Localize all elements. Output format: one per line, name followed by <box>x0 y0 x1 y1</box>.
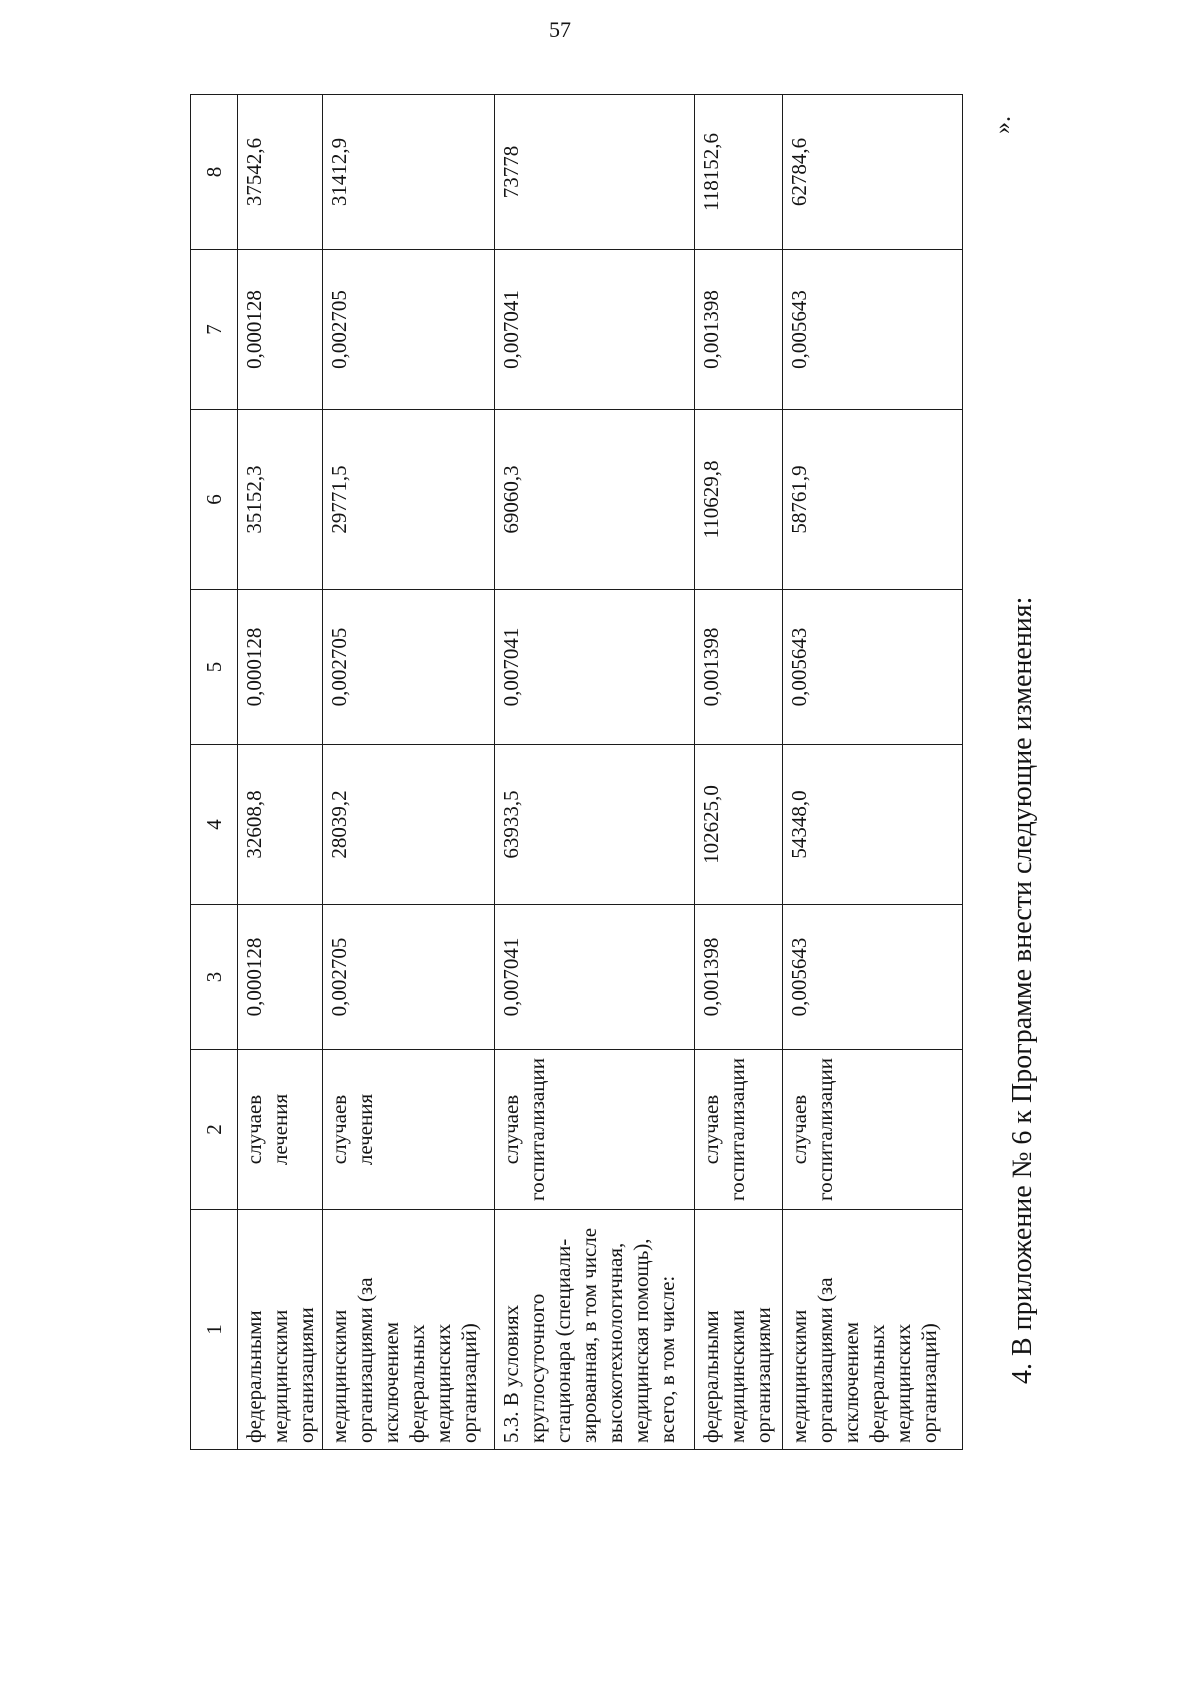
table-row <box>323 95 495 1450</box>
value-cell: 58761,9 <box>783 410 963 590</box>
value-cell: 0,001398 <box>695 590 783 745</box>
value-cell: 0,000128 <box>238 590 323 745</box>
value-cell: 0,005643 <box>783 250 963 410</box>
value-cell: 31412,9 <box>323 95 495 250</box>
value-cell: 54348,0 <box>783 745 963 905</box>
unit-cell: случаев лечения <box>238 1050 323 1210</box>
value-cell: 0,007041 <box>495 590 695 745</box>
header-cell: 1 <box>191 1210 238 1450</box>
unit-cell: случаев госпитализации <box>783 1050 963 1210</box>
value-cell: 62784,6 <box>783 95 963 250</box>
value-cell: 0,002705 <box>323 905 495 1050</box>
value-cell: 118152,6 <box>695 95 783 250</box>
value-cell: 0,002705 <box>323 590 495 745</box>
row-label-cell: медицинскими организациями (за исключением федеральных медицинских организаций) <box>323 1210 495 1450</box>
value-cell: 28039,2 <box>323 745 495 905</box>
data-table <box>190 94 963 1450</box>
value-cell: 102625,0 <box>695 745 783 905</box>
value-cell: 37542,6 <box>238 95 323 250</box>
header-cell: 7 <box>191 250 238 410</box>
value-cell: 63933,5 <box>495 745 695 905</box>
row-label-cell: 5.3. В условиях круглосуточного стационара (специали- зированная, в том числе высокотехнологичная, медицинская помощь), всего, в том числе: <box>495 1210 695 1450</box>
value-cell: 0,002705 <box>323 250 495 410</box>
value-cell: 0,005643 <box>783 590 963 745</box>
value-cell: 0,000128 <box>238 905 323 1050</box>
unit-cell: случаев госпитализации <box>495 1050 695 1210</box>
value-cell: 0,001398 <box>695 250 783 410</box>
value-cell: 73778 <box>495 95 695 250</box>
row-label-cell: федеральными медицинскими организациями <box>238 1210 323 1450</box>
value-cell: 110629,8 <box>695 410 783 590</box>
unit-cell: случаев госпитализации <box>695 1050 783 1210</box>
value-cell: 69060,3 <box>495 410 695 590</box>
header-cell: 8 <box>191 95 238 250</box>
table-header-row <box>191 95 238 1450</box>
value-cell: 0,007041 <box>495 250 695 410</box>
closing-quote: ». <box>990 116 1016 134</box>
value-cell: 29771,5 <box>323 410 495 590</box>
value-cell: 0,007041 <box>495 905 695 1050</box>
row-label-cell: федеральными медицинскими организациями <box>695 1210 783 1450</box>
page-number: 57 <box>549 17 571 42</box>
value-cell: 0,000128 <box>238 250 323 410</box>
value-cell: 35152,3 <box>238 410 323 590</box>
row-label-cell: медицинскими организациями (за исключением федеральных медицинских организаций) <box>783 1210 963 1450</box>
header-cell: 5 <box>191 590 238 745</box>
header-cell: 6 <box>191 410 238 590</box>
header-cell: 4 <box>191 745 238 905</box>
header-cell: 3 <box>191 905 238 1050</box>
header-cell: 2 <box>191 1050 238 1210</box>
value-cell: 0,001398 <box>695 905 783 1050</box>
table-row <box>238 95 323 1450</box>
unit-cell: случаев лечения <box>323 1050 495 1210</box>
table-row <box>695 95 783 1450</box>
value-cell: 32608,8 <box>238 745 323 905</box>
rotated-page-content <box>190 95 1070 1450</box>
table-row <box>783 95 963 1450</box>
table-row <box>495 95 695 1450</box>
instruction-text: 4. В приложение № 6 к Программе внести следующие изменения: <box>1007 596 1038 1384</box>
value-cell: 0,005643 <box>783 905 963 1050</box>
